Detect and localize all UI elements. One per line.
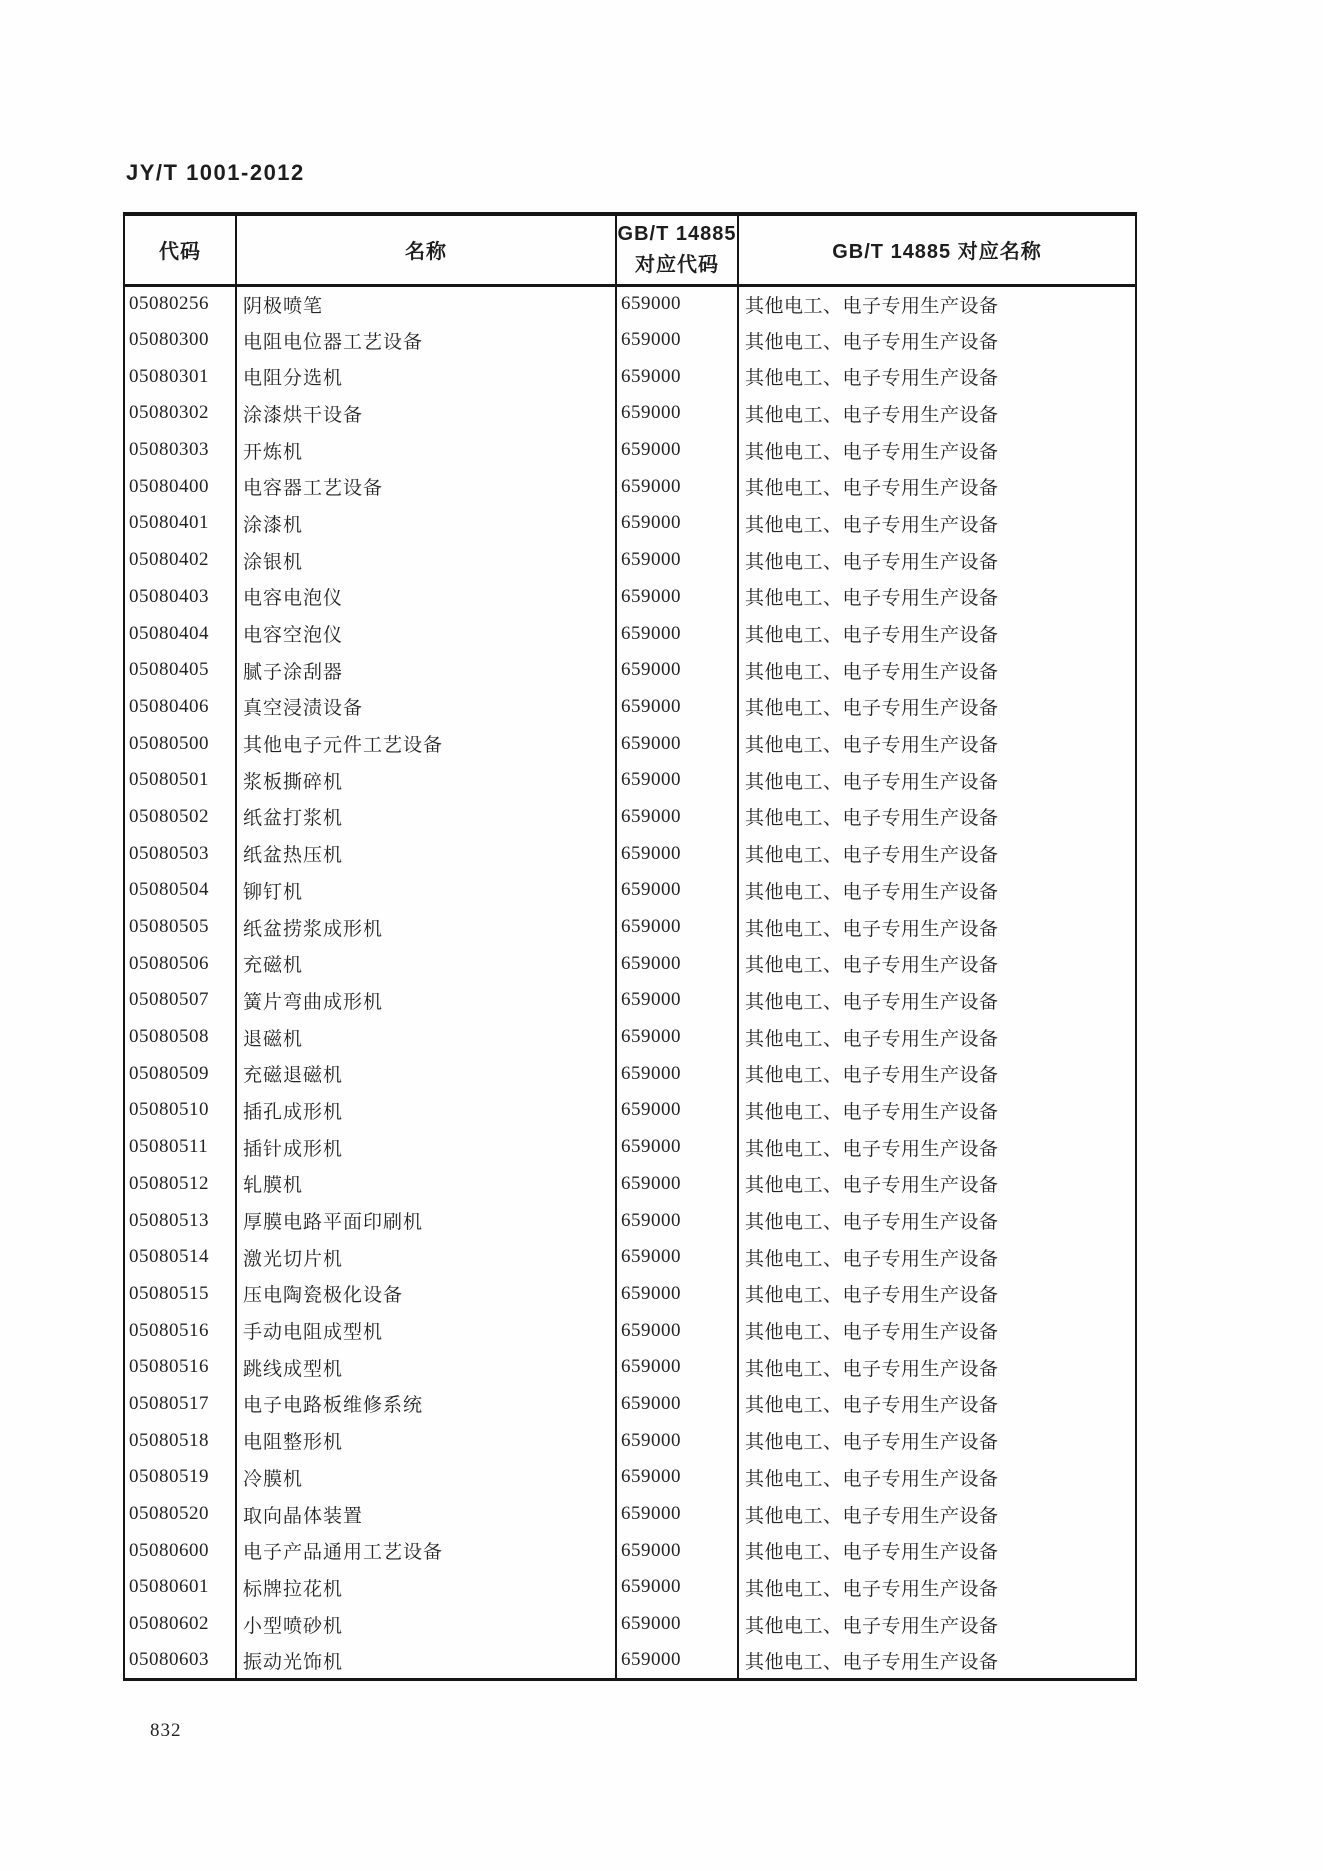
cell-gb-name: 其他电工、电子专用生产设备: [738, 1129, 1136, 1166]
cell-gb-code: 659000: [616, 945, 738, 982]
cell-name: 阴极喷笔: [236, 285, 616, 322]
cell-gb-name: 其他电工、电子专用生产设备: [738, 909, 1136, 946]
cell-code: 05080508: [124, 1019, 236, 1056]
cell-gb-name: 其他电工、电子专用生产设备: [738, 468, 1136, 505]
table-row: [124, 1386, 1136, 1423]
table-row: [124, 945, 1136, 982]
cell-gb-code: 659000: [616, 1459, 738, 1496]
cell-code: 05080507: [124, 982, 236, 1019]
cell-name: 压电陶瓷极化设备: [236, 1276, 616, 1313]
cell-gb-name: 其他电工、电子专用生产设备: [738, 1386, 1136, 1423]
cell-gb-code: 659000: [616, 652, 738, 689]
table-row: [124, 395, 1136, 432]
cell-name: 涂银机: [236, 542, 616, 579]
cell-gb-code: 659000: [616, 432, 738, 469]
cell-name: 电容电泡仪: [236, 579, 616, 616]
table-header-row: [124, 214, 1136, 285]
cell-gb-code: 659000: [616, 1055, 738, 1092]
cell-gb-name: 其他电工、电子专用生产设备: [738, 1569, 1136, 1606]
cell-code: 05080501: [124, 762, 236, 799]
table-row: [124, 1606, 1136, 1643]
table-row: [124, 835, 1136, 872]
table-row: [124, 1239, 1136, 1276]
table-row: [124, 1496, 1136, 1533]
table-row: [124, 689, 1136, 726]
cell-gb-name: 其他电工、电子专用生产设备: [738, 1642, 1136, 1679]
cell-gb-name: 其他电工、电子专用生产设备: [738, 1019, 1136, 1056]
cell-gb-name: 其他电工、电子专用生产设备: [738, 615, 1136, 652]
cell-gb-name: 其他电工、电子专用生产设备: [738, 579, 1136, 616]
table-row: [124, 1642, 1136, 1679]
table-row: [124, 432, 1136, 469]
cell-gb-code: 659000: [616, 909, 738, 946]
cell-code: 05080602: [124, 1606, 236, 1643]
table-body: [124, 285, 1136, 1680]
cell-code: 05080405: [124, 652, 236, 689]
cell-name: 厚膜电路平面印刷机: [236, 1202, 616, 1239]
cell-name: 跳线成型机: [236, 1349, 616, 1386]
cell-code: 05080519: [124, 1459, 236, 1496]
table-row: [124, 982, 1136, 1019]
cell-name: 电阻分选机: [236, 358, 616, 395]
gb-code-header-line1: GB/T 14885: [617, 222, 737, 245]
cell-gb-name: 其他电工、电子专用生产设备: [738, 1422, 1136, 1459]
cell-gb-code: 659000: [616, 615, 738, 652]
table-row: [124, 872, 1136, 909]
cell-code: 05080510: [124, 1092, 236, 1129]
cell-name: 电阻整形机: [236, 1422, 616, 1459]
cell-gb-name: 其他电工、电子专用生产设备: [738, 1092, 1136, 1129]
cell-gb-code: 659000: [616, 799, 738, 836]
cell-gb-name: 其他电工、电子专用生产设备: [738, 1055, 1136, 1092]
cell-name: 振动光饰机: [236, 1642, 616, 1679]
cell-gb-code: 659000: [616, 579, 738, 616]
cell-gb-name: 其他电工、电子专用生产设备: [738, 872, 1136, 909]
cell-gb-name: 其他电工、电子专用生产设备: [738, 505, 1136, 542]
table-row: [124, 1459, 1136, 1496]
cell-code: 05080516: [124, 1312, 236, 1349]
cell-name: 插孔成形机: [236, 1092, 616, 1129]
cell-gb-code: 659000: [616, 1606, 738, 1643]
table-row: [124, 1019, 1136, 1056]
cell-code: 05080301: [124, 358, 236, 395]
cell-gb-name: 其他电工、电子专用生产设备: [738, 945, 1136, 982]
table-row: [124, 1349, 1136, 1386]
cell-code: 05080515: [124, 1276, 236, 1313]
cell-name: 小型喷砂机: [236, 1606, 616, 1643]
column-header-name: 名称: [236, 214, 616, 285]
table-row: [124, 1422, 1136, 1459]
cell-name: 电容器工艺设备: [236, 468, 616, 505]
cell-gb-name: 其他电工、电子专用生产设备: [738, 1202, 1136, 1239]
cell-gb-code: 659000: [616, 1019, 738, 1056]
cell-gb-name: 其他电工、电子专用生产设备: [738, 725, 1136, 762]
cell-gb-name: 其他电工、电子专用生产设备: [738, 762, 1136, 799]
table-row: [124, 1129, 1136, 1166]
cell-gb-code: 659000: [616, 395, 738, 432]
cell-gb-code: 659000: [616, 505, 738, 542]
table-row: [124, 1166, 1136, 1203]
cell-gb-code: 659000: [616, 542, 738, 579]
table-row: [124, 1092, 1136, 1129]
cell-name: 簧片弯曲成形机: [236, 982, 616, 1019]
table-row: [124, 1055, 1136, 1092]
cell-code: 05080511: [124, 1129, 236, 1166]
cell-code: 05080600: [124, 1532, 236, 1569]
cell-code: 05080506: [124, 945, 236, 982]
cell-name: 充磁机: [236, 945, 616, 982]
cell-gb-code: 659000: [616, 1239, 738, 1276]
cell-code: 05080401: [124, 505, 236, 542]
table-row: [124, 1532, 1136, 1569]
cell-gb-code: 659000: [616, 835, 738, 872]
cell-name: 浆板撕碎机: [236, 762, 616, 799]
cell-gb-code: 659000: [616, 468, 738, 505]
cell-name: 纸盆捞浆成形机: [236, 909, 616, 946]
cell-gb-name: 其他电工、电子专用生产设备: [738, 799, 1136, 836]
cell-gb-code: 659000: [616, 358, 738, 395]
cell-gb-code: 659000: [616, 1386, 738, 1423]
cell-gb-code: 659000: [616, 1569, 738, 1606]
cell-name: 纸盆打浆机: [236, 799, 616, 836]
cell-code: 05080504: [124, 872, 236, 909]
column-header-gb-code: [616, 214, 738, 285]
cell-name: 取向晶体装置: [236, 1496, 616, 1533]
cell-gb-name: 其他电工、电子专用生产设备: [738, 1532, 1136, 1569]
cell-gb-code: 659000: [616, 1422, 738, 1459]
cell-name: 冷膜机: [236, 1459, 616, 1496]
cell-code: 05080517: [124, 1386, 236, 1423]
table-row: [124, 542, 1136, 579]
cell-gb-code: 659000: [616, 1129, 738, 1166]
table-row: [124, 652, 1136, 689]
cell-gb-code: 659000: [616, 322, 738, 359]
equipment-code-table: [123, 212, 1137, 1681]
cell-gb-code: 659000: [616, 1092, 738, 1129]
cell-code: 05080503: [124, 835, 236, 872]
cell-gb-code: 659000: [616, 762, 738, 799]
cell-code: 05080502: [124, 799, 236, 836]
cell-name: 轧膜机: [236, 1166, 616, 1203]
cell-code: 05080500: [124, 725, 236, 762]
cell-gb-name: 其他电工、电子专用生产设备: [738, 982, 1136, 1019]
cell-gb-name: 其他电工、电子专用生产设备: [738, 1496, 1136, 1533]
table-row: [124, 909, 1136, 946]
cell-gb-name: 其他电工、电子专用生产设备: [738, 1166, 1136, 1203]
cell-name: 开炼机: [236, 432, 616, 469]
cell-code: 05080406: [124, 689, 236, 726]
table-row: [124, 505, 1136, 542]
cell-gb-code: 659000: [616, 1202, 738, 1239]
cell-code: 05080513: [124, 1202, 236, 1239]
table-row: [124, 285, 1136, 322]
cell-name: 退磁机: [236, 1019, 616, 1056]
cell-name: 电子电路板维修系统: [236, 1386, 616, 1423]
cell-gb-name: 其他电工、电子专用生产设备: [738, 432, 1136, 469]
table-row: [124, 358, 1136, 395]
cell-code: 05080256: [124, 285, 236, 322]
cell-name: 充磁退磁机: [236, 1055, 616, 1092]
cell-name: 真空浸渍设备: [236, 689, 616, 726]
column-header-gb-name: GB/T 14885 对应名称: [738, 214, 1136, 285]
cell-name: 激光切片机: [236, 1239, 616, 1276]
cell-gb-name: 其他电工、电子专用生产设备: [738, 689, 1136, 726]
cell-code: 05080303: [124, 432, 236, 469]
cell-code: 05080402: [124, 542, 236, 579]
cell-name: 标牌拉花机: [236, 1569, 616, 1606]
cell-name: 电子产品通用工艺设备: [236, 1532, 616, 1569]
cell-gb-code: 659000: [616, 1349, 738, 1386]
table-row: [124, 1312, 1136, 1349]
cell-code: 05080400: [124, 468, 236, 505]
cell-gb-code: 659000: [616, 1166, 738, 1203]
column-header-code: 代码: [124, 214, 236, 285]
cell-gb-name: 其他电工、电子专用生产设备: [738, 1239, 1136, 1276]
cell-code: 05080300: [124, 322, 236, 359]
cell-gb-code: 659000: [616, 285, 738, 322]
cell-gb-code: 659000: [616, 872, 738, 909]
cell-gb-name: 其他电工、电子专用生产设备: [738, 1606, 1136, 1643]
page-number: 832: [150, 1720, 182, 1741]
cell-name: 手动电阻成型机: [236, 1312, 616, 1349]
cell-gb-code: 659000: [616, 725, 738, 762]
cell-name: 铆钉机: [236, 872, 616, 909]
cell-name: 涂漆机: [236, 505, 616, 542]
cell-gb-name: 其他电工、电子专用生产设备: [738, 652, 1136, 689]
cell-gb-name: 其他电工、电子专用生产设备: [738, 1276, 1136, 1313]
cell-code: 05080520: [124, 1496, 236, 1533]
cell-gb-code: 659000: [616, 1496, 738, 1533]
cell-gb-name: 其他电工、电子专用生产设备: [738, 322, 1136, 359]
cell-gb-name: 其他电工、电子专用生产设备: [738, 395, 1136, 432]
gb-code-header-line2: 对应代码: [635, 253, 719, 276]
cell-gb-code: 659000: [616, 982, 738, 1019]
cell-name: 涂漆烘干设备: [236, 395, 616, 432]
cell-name: 电阻电位器工艺设备: [236, 322, 616, 359]
table-row: [124, 1276, 1136, 1313]
cell-code: 05080403: [124, 579, 236, 616]
cell-gb-name: 其他电工、电子专用生产设备: [738, 285, 1136, 322]
cell-name: 电容空泡仪: [236, 615, 616, 652]
table-row: [124, 725, 1136, 762]
table-row: [124, 1202, 1136, 1239]
cell-gb-code: 659000: [616, 689, 738, 726]
table-row: [124, 615, 1136, 652]
cell-name: 腻子涂刮器: [236, 652, 616, 689]
table-row: [124, 468, 1136, 505]
cell-gb-name: 其他电工、电子专用生产设备: [738, 542, 1136, 579]
cell-code: 05080516: [124, 1349, 236, 1386]
cell-code: 05080512: [124, 1166, 236, 1203]
cell-name: 插针成形机: [236, 1129, 616, 1166]
cell-code: 05080601: [124, 1569, 236, 1606]
table-row: [124, 799, 1136, 836]
cell-gb-name: 其他电工、电子专用生产设备: [738, 835, 1136, 872]
cell-code: 05080518: [124, 1422, 236, 1459]
cell-gb-code: 659000: [616, 1276, 738, 1313]
table-row: [124, 762, 1136, 799]
cell-gb-code: 659000: [616, 1642, 738, 1679]
cell-code: 05080505: [124, 909, 236, 946]
cell-code: 05080509: [124, 1055, 236, 1092]
cell-gb-name: 其他电工、电子专用生产设备: [738, 1349, 1136, 1386]
cell-name: 其他电子元件工艺设备: [236, 725, 616, 762]
cell-gb-code: 659000: [616, 1532, 738, 1569]
cell-code: 05080302: [124, 395, 236, 432]
table-row: [124, 579, 1136, 616]
cell-gb-name: 其他电工、电子专用生产设备: [738, 358, 1136, 395]
table-row: [124, 1569, 1136, 1606]
cell-code: 05080603: [124, 1642, 236, 1679]
cell-name: 纸盆热压机: [236, 835, 616, 872]
standard-code-title: JY/T 1001-2012: [126, 160, 305, 185]
cell-code: 05080404: [124, 615, 236, 652]
cell-gb-name: 其他电工、电子专用生产设备: [738, 1312, 1136, 1349]
cell-gb-name: 其他电工、电子专用生产设备: [738, 1459, 1136, 1496]
cell-code: 05080514: [124, 1239, 236, 1276]
cell-gb-code: 659000: [616, 1312, 738, 1349]
table-row: [124, 322, 1136, 359]
